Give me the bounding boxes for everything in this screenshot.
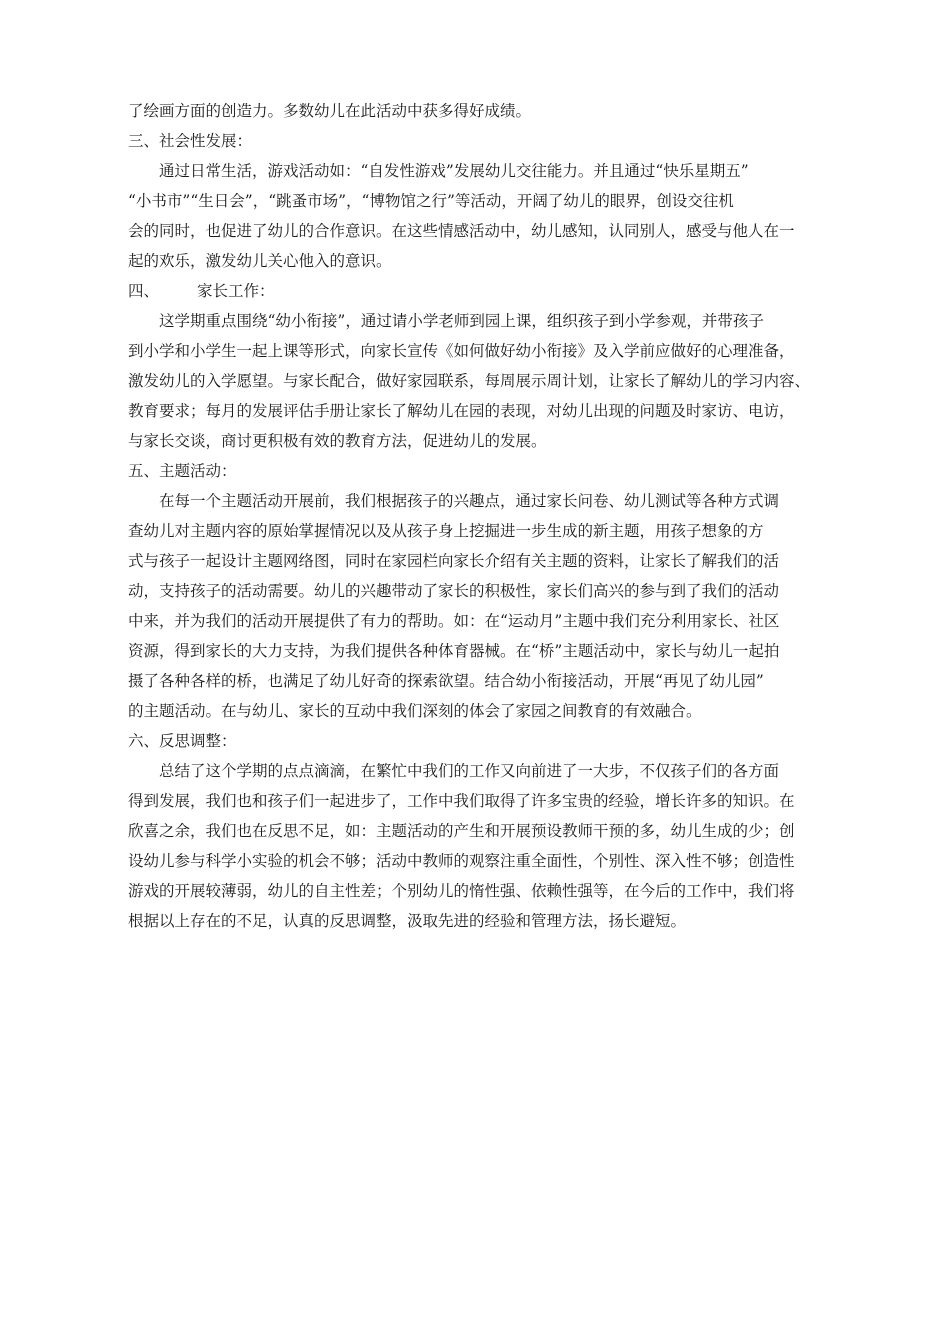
paragraph-line: 教育要求；每月的发展评估手册让家长了解幼儿在园的表现，对幼儿出现的问题及时家访、电访， xyxy=(128,402,795,420)
paragraph-line: 根据以上存在的不足，认真的反思调整，汲取先进的经验和管理方法，扬长避短。 xyxy=(128,912,687,930)
paragraph-line: 到小学和小学生一起上课等形式，向家长宣传《如何做好幼小衔接》及入学前应做好的心理准备， xyxy=(128,342,795,360)
paragraph-line: 起的欢乐，激发幼儿关心他入的意识。 xyxy=(128,252,392,270)
paragraph-line: 得到发展，我们也和孩子们一起进步了，工作中我们取得了许多宝贵的经验，增长许多的知识。在 xyxy=(128,792,795,810)
paragraph-line: “小书市”“生日会”，“跳蚤市场”，“博物馆之行”等活动，开阔了幼儿的眼界，创设交往机 xyxy=(128,192,734,210)
paragraph-line: 欣喜之余，我们也在反思不足，如：主题活动的产生和开展预设教师干预的多，幼儿生成的少；创 xyxy=(128,822,795,840)
paragraph-line: 游戏的开展较薄弱，幼儿的自主性差；个别幼儿的惰性强、依赖性强等，在今后的工作中，我们将 xyxy=(128,882,795,900)
section-heading-number: 四、 xyxy=(128,282,160,300)
section-heading-reflection: 六、反思调整： xyxy=(128,732,237,750)
paragraph-line: 式与孩子一起设计主题网络图，同时在家园栏向家长介绍有关主题的资料，让家长了解我们的活 xyxy=(128,552,780,570)
paragraph-line: 这学期重点围绕“幼小衔接”，通过请小学老师到园上课，组织孩子到小学参观，并带孩子 xyxy=(159,312,764,330)
paragraph-line: 通过日常生活，游戏活动如：“自发性游戏”发展幼儿交往能力。并且通过“快乐星期五” xyxy=(159,162,749,180)
paragraph-line: 的主题活动。在与幼儿、家长的互动中我们深刻的体会了家园之间教育的有效融合。 xyxy=(128,702,702,720)
paragraph-line: 总结了这个学期的点点滴滴，在繁忙中我们的工作又向前进了一大步，不仅孩子们的各方面 xyxy=(159,762,780,780)
paragraph-line: 设幼儿参与科学小实验的机会不够；活动中教师的观察注重全面性，个别性、深入性不够；创造性 xyxy=(128,852,795,870)
paragraph-line: 激发幼儿的入学愿望。与家长配合，做好家园联系，每周展示周计划，让家长了解幼儿的学习内容、 xyxy=(128,372,811,390)
paragraph-continuation: 了绘画方面的创造力。多数幼儿在此活动中获多得好成绩。 xyxy=(128,102,532,120)
paragraph-line: 会的同时，也促进了幼儿的合作意识。在这些情感活动中，幼儿感知，认同别人，感受与他人在一 xyxy=(128,222,795,240)
paragraph-line: 动，支持孩子的活动需要。幼儿的兴趣带动了家长的积极性，家长们高兴的参与到了我们的活动 xyxy=(128,582,780,600)
paragraph-line: 中来，并为我们的活动开展提供了有力的帮助。如：在“运动月”主题中我们充分利用家长、社区 xyxy=(128,612,780,630)
section-heading-parent-work xyxy=(128,276,828,306)
section-heading-social-development: 三、社会性发展： xyxy=(128,132,253,150)
paragraph-line: 在每一个主题活动开展前，我们根据孩子的兴趣点，通过家长问卷、幼儿测试等各种方式调 xyxy=(159,492,780,510)
paragraph-line: 摄了各种各样的桥，也满足了幼儿好奇的探索欲望。结合幼小衔接活动，开展“再见了幼儿园” xyxy=(128,672,764,690)
paragraph-line: 查幼儿对主题内容的原始掌握情况以及从孩子身上挖掘进一步生成的新主题，用孩子想象的方 xyxy=(128,522,764,540)
paragraph-line: 与家长交谈，商讨更积极有效的教育方法，促进幼儿的发展。 xyxy=(128,432,547,450)
paragraph-line: 资源，得到家长的大力支持，为我们提供各种体育器械。在“桥”主题活动中，家长与幼儿一起拍 xyxy=(128,642,780,660)
section-heading-theme-activities: 五、主题活动： xyxy=(128,462,237,480)
document-body xyxy=(128,96,828,936)
section-heading-title: 家长工作： xyxy=(197,282,275,300)
